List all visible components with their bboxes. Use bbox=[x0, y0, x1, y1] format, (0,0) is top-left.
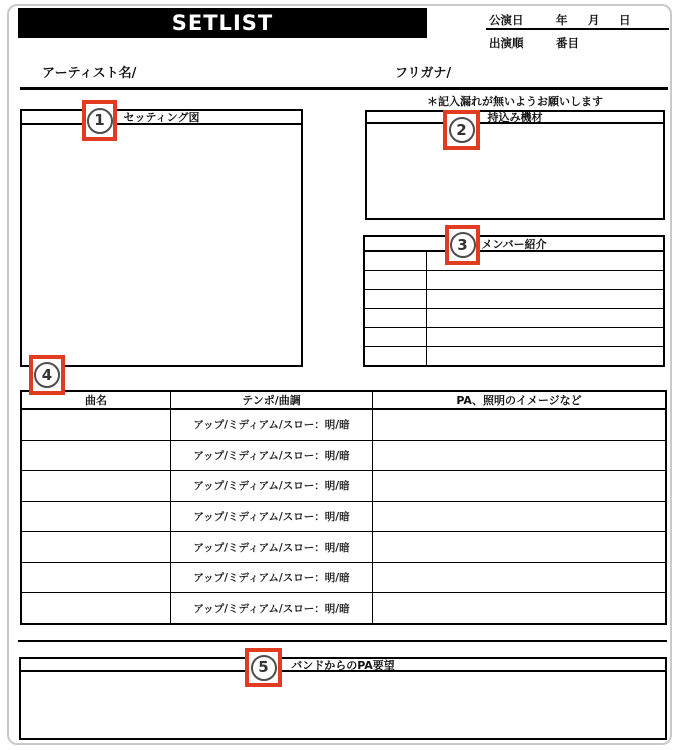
members-title: メンバー紹介 bbox=[481, 237, 547, 251]
member-row bbox=[365, 252, 663, 271]
header-divider-rule bbox=[20, 87, 668, 90]
fill-reminder-note: ＊記入漏れが無いようお願いします bbox=[427, 95, 603, 108]
song-name-field[interactable] bbox=[22, 532, 171, 562]
song-row bbox=[22, 593, 665, 623]
member-part-field[interactable] bbox=[365, 271, 427, 289]
song-row bbox=[22, 410, 665, 441]
tempo-options-text: アップ/ミディアム/スロー：明/暗 bbox=[193, 541, 350, 554]
circled-number-1: 1 bbox=[87, 108, 113, 134]
pa-request-box bbox=[19, 657, 667, 740]
member-name-field[interactable] bbox=[427, 347, 663, 365]
tempo-options-cell[interactable] bbox=[171, 471, 373, 501]
circled-number-3: 3 bbox=[450, 232, 476, 258]
song-name-field[interactable] bbox=[22, 502, 171, 532]
pa-lighting-field[interactable] bbox=[373, 471, 665, 501]
equipment-box bbox=[365, 110, 665, 220]
member-row bbox=[365, 271, 663, 290]
member-name-field[interactable] bbox=[427, 290, 663, 308]
setting-diagram-title: セッティング図 bbox=[123, 111, 200, 124]
equipment-field[interactable] bbox=[367, 124, 663, 218]
annotation-marker-4 bbox=[29, 355, 65, 395]
pa-request-field[interactable] bbox=[21, 672, 665, 738]
tempo-options-cell[interactable] bbox=[171, 593, 373, 623]
member-name-field[interactable] bbox=[427, 271, 663, 289]
pa-request-header bbox=[21, 659, 665, 672]
tempo-options-cell[interactable] bbox=[171, 410, 373, 440]
circled-number-4: 4 bbox=[34, 362, 60, 388]
tempo-options-text: アップ/ミディアム/スロー：明/暗 bbox=[193, 602, 350, 615]
equipment-header bbox=[367, 112, 663, 124]
tempo-options-text: アップ/ミディアム/スロー：明/暗 bbox=[193, 511, 350, 524]
day-label: 日 bbox=[619, 13, 631, 27]
song-row bbox=[22, 563, 665, 594]
pa-lighting-column-header: PA、照明のイメージなど bbox=[456, 394, 582, 407]
song-name-column-header: 曲名 bbox=[22, 392, 171, 408]
member-name-field[interactable] bbox=[427, 328, 663, 346]
tempo-options-text: アップ/ミディアム/スロー：明/暗 bbox=[193, 480, 350, 493]
member-name-field[interactable] bbox=[427, 309, 663, 327]
song-name-field[interactable] bbox=[22, 441, 171, 471]
member-part-field[interactable] bbox=[365, 328, 427, 346]
song-row bbox=[22, 471, 665, 502]
order-label: 出演順 bbox=[489, 36, 524, 50]
tempo-options-text: アップ/ミディアム/スロー：明/暗 bbox=[193, 419, 350, 432]
member-row bbox=[365, 347, 663, 365]
tempo-column-header: テンポ/曲調 bbox=[171, 392, 373, 408]
pa-lighting-field[interactable] bbox=[373, 410, 665, 440]
artist-name-label: アーティスト名/ bbox=[42, 66, 137, 81]
song-row bbox=[22, 532, 665, 563]
tempo-options-cell[interactable] bbox=[171, 441, 373, 471]
tempo-options-cell[interactable] bbox=[171, 502, 373, 532]
song-name-field[interactable] bbox=[22, 593, 171, 623]
member-part-field[interactable] bbox=[365, 347, 427, 365]
pa-lighting-field[interactable] bbox=[373, 593, 665, 623]
month-label: 月 bbox=[588, 13, 600, 27]
order-suffix-label: 番目 bbox=[556, 36, 579, 50]
member-row bbox=[365, 328, 663, 347]
setting-diagram-box bbox=[20, 109, 303, 367]
furigana-label: フリガナ/ bbox=[395, 66, 452, 81]
member-part-field[interactable] bbox=[365, 252, 427, 270]
song-row bbox=[22, 502, 665, 533]
member-row bbox=[365, 309, 663, 328]
pa-lighting-field[interactable] bbox=[373, 441, 665, 471]
footer-divider-rule bbox=[18, 640, 667, 642]
equipment-title: 持込み機材 bbox=[487, 111, 543, 124]
song-name-field[interactable] bbox=[22, 563, 171, 593]
annotation-marker-2 bbox=[443, 110, 480, 150]
annotation-marker-3 bbox=[445, 225, 480, 265]
member-part-field[interactable] bbox=[365, 309, 427, 327]
tempo-options-text: アップ/ミディアム/スロー：明/暗 bbox=[193, 449, 350, 462]
page-title: SETLIST bbox=[171, 11, 274, 35]
tempo-options-cell[interactable] bbox=[171, 563, 373, 593]
circled-number-5: 5 bbox=[251, 655, 277, 681]
member-part-field[interactable] bbox=[365, 290, 427, 308]
setting-diagram-header bbox=[22, 111, 301, 125]
annotation-marker-1 bbox=[82, 100, 117, 141]
pa-lighting-field[interactable] bbox=[373, 502, 665, 532]
setting-diagram-field[interactable] bbox=[22, 125, 301, 365]
members-table bbox=[365, 252, 663, 365]
circled-number-2: 2 bbox=[449, 117, 475, 143]
members-box bbox=[363, 235, 665, 367]
title-bar bbox=[18, 8, 427, 38]
song-row bbox=[22, 441, 665, 472]
tempo-options-cell[interactable] bbox=[171, 532, 373, 562]
annotation-marker-5 bbox=[245, 648, 282, 687]
date-underline bbox=[486, 28, 669, 30]
pa-request-title: バンドからのPA要望 bbox=[291, 658, 395, 672]
pa-lighting-field[interactable] bbox=[373, 532, 665, 562]
song-table-header-row bbox=[22, 392, 665, 410]
pa-lighting-field[interactable] bbox=[373, 563, 665, 593]
tempo-options-text: アップ/ミディアム/スロー：明/暗 bbox=[193, 572, 350, 585]
members-header bbox=[365, 237, 663, 252]
song-table bbox=[20, 390, 667, 625]
song-name-field[interactable] bbox=[22, 471, 171, 501]
member-row bbox=[365, 290, 663, 309]
year-label: 年 bbox=[556, 13, 568, 27]
song-name-field[interactable] bbox=[22, 410, 171, 440]
show-date-label: 公演日 bbox=[489, 13, 524, 27]
